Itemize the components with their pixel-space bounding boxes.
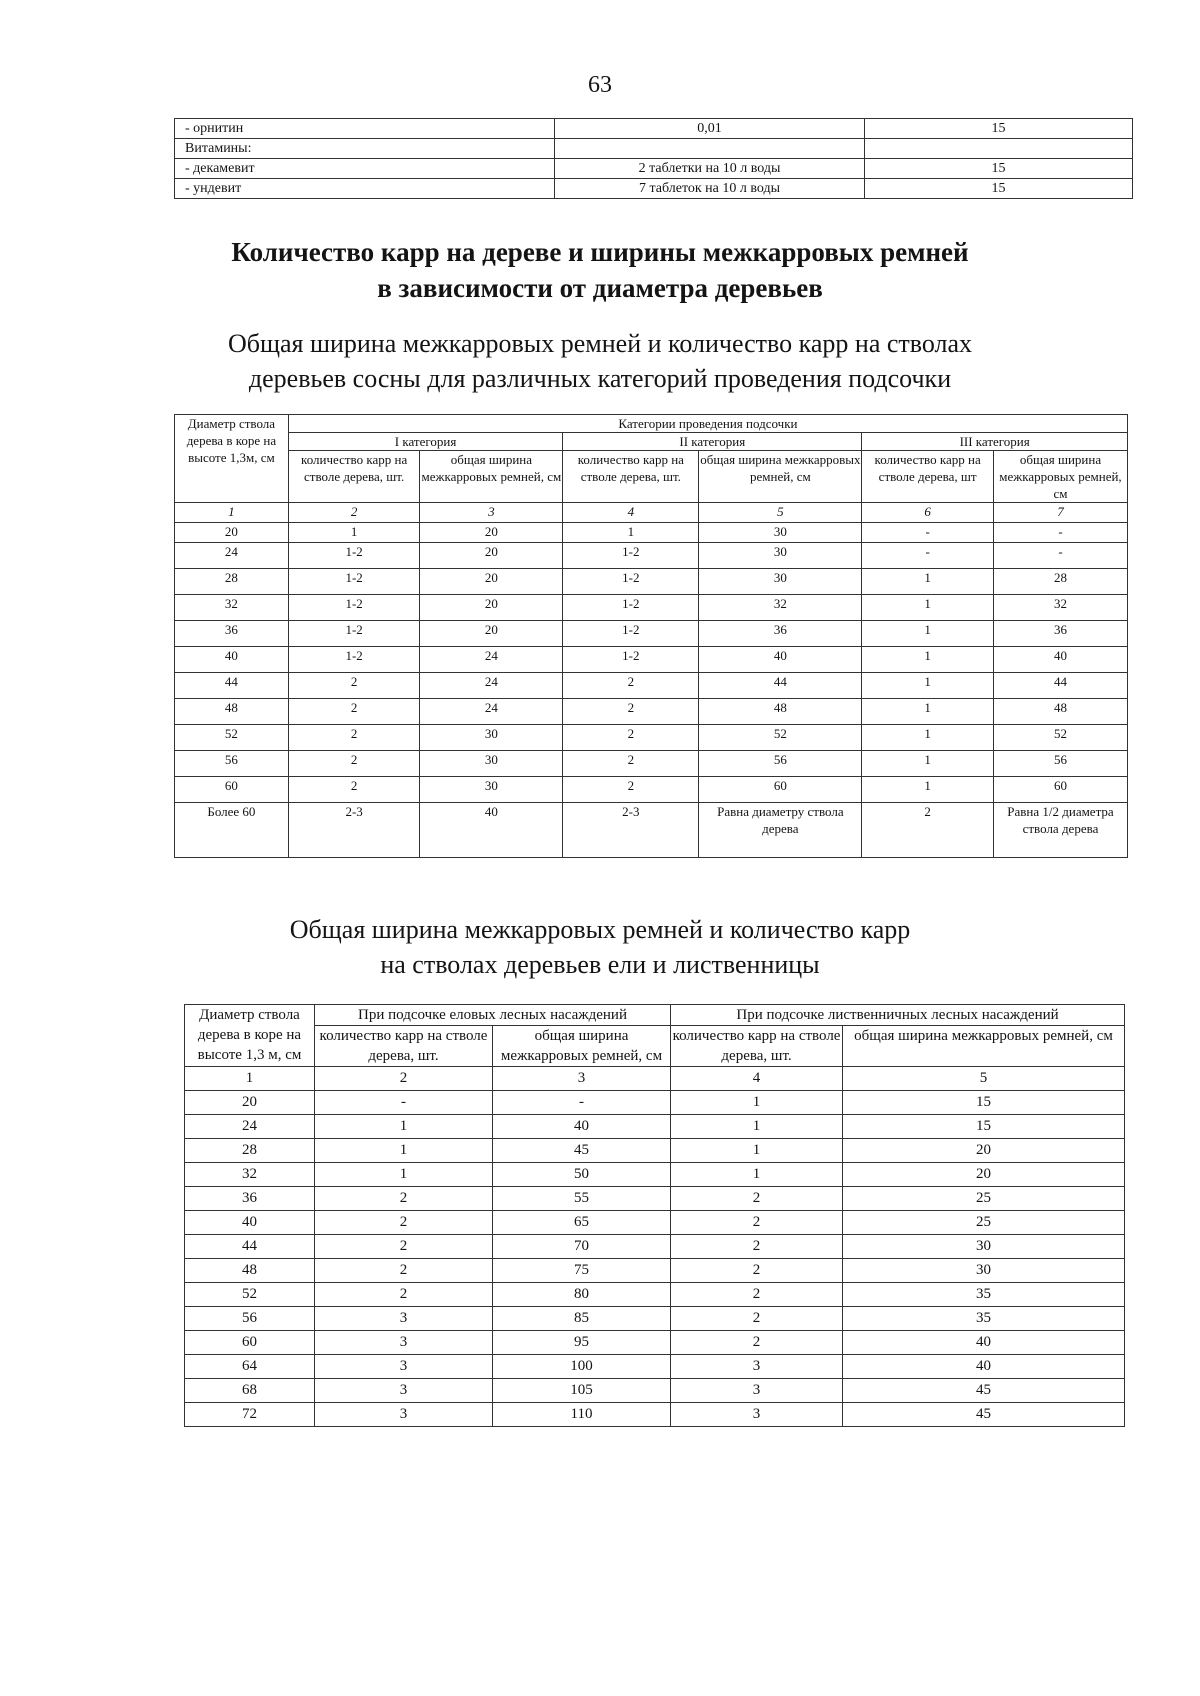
pine-subheader: количество карр на стволе дерева, шт. [563, 451, 699, 503]
spruce-colnum-cell: 4 [671, 1067, 843, 1091]
pine-cell: 1-2 [288, 543, 420, 569]
pine-cell: 40 [993, 647, 1127, 673]
pine-header-diameter: Диаметр ствола дерева в коре на высоте 1,3м, см [175, 415, 289, 503]
pine-cell: 2 [288, 751, 420, 777]
pine-cell: - [862, 543, 994, 569]
pine-cell: 1 [862, 751, 994, 777]
pine-cell: 60 [699, 777, 862, 803]
pine-header-categories: Категории проведения подсочки [288, 415, 1127, 433]
spruce-larch-table-title [0, 912, 1200, 982]
pine-cell: 28 [993, 569, 1127, 595]
spruce-cell: 80 [493, 1283, 671, 1307]
spruce-cell: 40 [843, 1355, 1125, 1379]
pine-cell: Равна диаметру ствола дерева [699, 803, 862, 858]
pine-cell: 20 [420, 523, 563, 543]
spruce-subheader: общая ширина межкарровых ремней, см [493, 1026, 671, 1067]
pine-cell: 1-2 [288, 647, 420, 673]
pine-cell: 1 [563, 523, 699, 543]
spruce-cell: 2 [671, 1259, 843, 1283]
pine-cell: 52 [699, 725, 862, 751]
table-row [185, 1403, 1125, 1427]
pine-cell: 48 [993, 699, 1127, 725]
supplement-cell: 15 [865, 119, 1133, 139]
spruce-cell: 30 [843, 1235, 1125, 1259]
pine-header-cat1: I категория [288, 433, 562, 451]
spruce-header-spruce: При подсочке еловых лесных насаждений [315, 1005, 671, 1026]
pine-cell: 2 [288, 699, 420, 725]
spruce-cell: 3 [315, 1355, 493, 1379]
table-row [185, 1355, 1125, 1379]
spruce-cell: 45 [843, 1403, 1125, 1427]
spruce-cell: 2 [315, 1187, 493, 1211]
table-row [185, 1115, 1125, 1139]
pine-cell: 2 [563, 777, 699, 803]
table-row [175, 751, 1128, 777]
spruce-cell: 15 [843, 1115, 1125, 1139]
spruce-cell: 45 [843, 1379, 1125, 1403]
pine-cell: 1-2 [563, 621, 699, 647]
pine-cell: 24 [420, 647, 563, 673]
pine-cell: 20 [420, 621, 563, 647]
spruce-cell: 30 [843, 1259, 1125, 1283]
spruce-subheader: количество карр на стволе дерева, шт. [315, 1026, 493, 1067]
main-title-line-2: в зависимости от диаметра деревьев [377, 273, 823, 303]
spruce-cell: - [493, 1091, 671, 1115]
pine-cell: 1-2 [563, 543, 699, 569]
spruce-cell: 55 [493, 1187, 671, 1211]
pine-cell: 30 [699, 523, 862, 543]
pine-subheader: общая ширина межкарровых ремней, см [699, 451, 862, 503]
pine-cell: 52 [993, 725, 1127, 751]
table-row [185, 1331, 1125, 1355]
pine-colnum-cell: 6 [862, 503, 994, 523]
pine-cell: 1 [862, 699, 994, 725]
pine-header-cat3: III категория [862, 433, 1128, 451]
pine-cell: 36 [175, 621, 289, 647]
pine-cell: 1 [288, 523, 420, 543]
spruce-cell: 3 [315, 1307, 493, 1331]
pine-cell: Равна 1/2 диаметра ствола дерева [993, 803, 1127, 858]
table-row [175, 699, 1128, 725]
pine-cell: 1-2 [288, 621, 420, 647]
pine-colnum-cell: 5 [699, 503, 862, 523]
spruce-cell: 1 [315, 1163, 493, 1187]
spruce-header-diameter: Диаметр ствола дерева в коре на высоте 1,3 м, см [185, 1005, 315, 1067]
supplement-cell: 15 [865, 159, 1133, 179]
spruce-cell: 50 [493, 1163, 671, 1187]
pine-title-line-1: Общая ширина межкарровых ремней и количество карр на стволах [227, 329, 973, 358]
supplement-cell [555, 139, 865, 159]
spruce-cell: 35 [843, 1307, 1125, 1331]
spruce-cell: 1 [671, 1091, 843, 1115]
pine-cell: 1 [862, 569, 994, 595]
pine-cell: 24 [420, 673, 563, 699]
spruce-colnum-cell: 5 [843, 1067, 1125, 1091]
spruce-cell: 70 [493, 1235, 671, 1259]
table-row [185, 1139, 1125, 1163]
table-row [175, 523, 1128, 543]
pine-cell: 1 [862, 673, 994, 699]
pine-cell: 2 [288, 777, 420, 803]
spruce-cell: 40 [185, 1211, 315, 1235]
pine-subheader: общая ширина межкарровых ремней, см [993, 451, 1127, 503]
table-row [175, 647, 1128, 673]
supplement-cell: Витамины: [175, 139, 555, 159]
spruce-cell: 72 [185, 1403, 315, 1427]
pine-subheader: количество карр на стволе дерева, шт. [288, 451, 420, 503]
table-row [175, 159, 1133, 179]
spruce-cell: 2 [671, 1283, 843, 1307]
spruce-cell: 48 [185, 1259, 315, 1283]
pine-cell: 60 [993, 777, 1127, 803]
pine-cell: 32 [699, 595, 862, 621]
spruce-cell: 2 [315, 1259, 493, 1283]
table-row [175, 803, 1128, 858]
pine-table-title [0, 326, 1200, 396]
pine-cell: - [993, 543, 1127, 569]
supplement-cell: 15 [865, 179, 1133, 199]
spruce-cell: 36 [185, 1187, 315, 1211]
pine-cell: 1 [862, 595, 994, 621]
pine-cell: 56 [175, 751, 289, 777]
pine-cell: 30 [699, 543, 862, 569]
spruce-cell: 28 [185, 1139, 315, 1163]
table-row [185, 1379, 1125, 1403]
pine-cell: 32 [993, 595, 1127, 621]
table-row [175, 595, 1128, 621]
table-row [185, 1091, 1125, 1115]
spruce-cell: 100 [493, 1355, 671, 1379]
table-row [185, 1307, 1125, 1331]
pine-cell: 30 [420, 777, 563, 803]
spruce-cell: - [315, 1091, 493, 1115]
spruce-cell: 3 [671, 1379, 843, 1403]
pine-cell: 24 [175, 543, 289, 569]
spruce-header-larch: При подсочке лиственничных лесных насаждений [671, 1005, 1125, 1026]
table-row [175, 543, 1128, 569]
pine-cell: 44 [993, 673, 1127, 699]
pine-cell: 30 [699, 569, 862, 595]
spruce-cell: 2 [671, 1331, 843, 1355]
spruce-cell: 1 [671, 1139, 843, 1163]
pine-cell: 20 [175, 523, 289, 543]
supplement-cell: 7 таблеток на 10 л воды [555, 179, 865, 199]
pine-cell: 1-2 [563, 569, 699, 595]
spruce-cell: 45 [493, 1139, 671, 1163]
spruce-colnum-cell: 2 [315, 1067, 493, 1091]
pine-table [174, 414, 1128, 858]
pine-cell: - [993, 523, 1127, 543]
pine-cell: 36 [993, 621, 1127, 647]
spruce-cell: 2 [315, 1283, 493, 1307]
pine-cell: 1 [862, 621, 994, 647]
pine-cell: 20 [420, 595, 563, 621]
spruce-cell: 65 [493, 1211, 671, 1235]
pine-subheader: общая ширина межкарровых ремней, см [420, 451, 563, 503]
pine-cell: 2-3 [563, 803, 699, 858]
pine-cell: 2 [563, 725, 699, 751]
main-title-line-1: Количество карр на дереве и ширины межкарровых ремней [231, 237, 969, 267]
table-row [175, 621, 1128, 647]
pine-cell: 1-2 [563, 595, 699, 621]
pine-cell: 2 [288, 725, 420, 751]
pine-cell: 1 [862, 725, 994, 751]
table-row [185, 1211, 1125, 1235]
pine-cell: 48 [699, 699, 862, 725]
pine-cell: 44 [699, 673, 862, 699]
spruce-cell: 110 [493, 1403, 671, 1427]
spruce-cell: 1 [315, 1115, 493, 1139]
pine-cell: 44 [175, 673, 289, 699]
table-row [185, 1163, 1125, 1187]
pine-cell: 40 [699, 647, 862, 673]
pine-cell: 1-2 [288, 595, 420, 621]
pine-cell: 30 [420, 725, 563, 751]
table-row [185, 1283, 1125, 1307]
spruce-colnum-cell: 3 [493, 1067, 671, 1091]
pine-colnum-cell: 4 [563, 503, 699, 523]
spruce-cell: 56 [185, 1307, 315, 1331]
table-row [175, 725, 1128, 751]
column-number-row [175, 503, 1128, 523]
pine-cell: 2-3 [288, 803, 420, 858]
pine-cell: - [862, 523, 994, 543]
spruce-cell: 1 [671, 1115, 843, 1139]
column-number-row [185, 1067, 1125, 1091]
table-row [175, 673, 1128, 699]
spruce-cell: 2 [671, 1307, 843, 1331]
spruce-cell: 44 [185, 1235, 315, 1259]
spruce-cell: 25 [843, 1187, 1125, 1211]
pine-cell: 40 [420, 803, 563, 858]
spruce-cell: 32 [185, 1163, 315, 1187]
pine-cell: 2 [288, 673, 420, 699]
main-title [0, 234, 1200, 306]
table-row [175, 569, 1128, 595]
pine-cell: 24 [420, 699, 563, 725]
spruce-cell: 68 [185, 1379, 315, 1403]
spruce-cell: 75 [493, 1259, 671, 1283]
spruce-cell: 20 [185, 1091, 315, 1115]
table-row [175, 777, 1128, 803]
pine-cell: 56 [699, 751, 862, 777]
spruce-cell: 3 [315, 1331, 493, 1355]
pine-cell: 30 [420, 751, 563, 777]
table-row [175, 179, 1133, 199]
supplement-cell: - декамевит [175, 159, 555, 179]
table-row [185, 1235, 1125, 1259]
spruce-cell: 1 [671, 1163, 843, 1187]
spruce-cell: 2 [315, 1235, 493, 1259]
pine-colnum-cell: 7 [993, 503, 1127, 523]
spruce-cell: 3 [671, 1403, 843, 1427]
supplements-table [174, 118, 1133, 199]
pine-cell: 32 [175, 595, 289, 621]
pine-colnum-cell: 3 [420, 503, 563, 523]
supplement-cell: 0,01 [555, 119, 865, 139]
spruce-cell: 20 [843, 1139, 1125, 1163]
spruce-subheader: количество карр на стволе дерева, шт. [671, 1026, 843, 1067]
pine-cell: 36 [699, 621, 862, 647]
pine-cell: 1 [862, 647, 994, 673]
spruce-cell: 3 [315, 1379, 493, 1403]
spruce-cell: 52 [185, 1283, 315, 1307]
spruce-cell: 2 [671, 1235, 843, 1259]
table-row [175, 119, 1133, 139]
supplement-cell: - ундевит [175, 179, 555, 199]
pine-cell: 2 [563, 699, 699, 725]
spruce-title-line-1: Общая ширина межкарровых ремней и количество карр [289, 915, 911, 944]
spruce-subheader: общая ширина межкарровых ремней, см [843, 1026, 1125, 1067]
pine-cell: 1-2 [563, 647, 699, 673]
page-number: 63 [588, 72, 612, 98]
table-row [175, 139, 1133, 159]
pine-cell: 2 [862, 803, 994, 858]
pine-subheader: количество карр на стволе дерева, шт [862, 451, 994, 503]
spruce-cell: 64 [185, 1355, 315, 1379]
spruce-cell: 2 [671, 1211, 843, 1235]
pine-cell: 20 [420, 543, 563, 569]
pine-cell: 2 [563, 751, 699, 777]
pine-colnum-cell: 2 [288, 503, 420, 523]
pine-cell: 1-2 [288, 569, 420, 595]
spruce-cell: 85 [493, 1307, 671, 1331]
pine-title-line-2: деревьев сосны для различных категорий проведения подсочки [248, 364, 952, 393]
spruce-cell: 2 [315, 1211, 493, 1235]
table-row [185, 1187, 1125, 1211]
spruce-cell: 3 [671, 1355, 843, 1379]
spruce-cell: 24 [185, 1115, 315, 1139]
spruce-larch-table [184, 1004, 1125, 1427]
spruce-cell: 105 [493, 1379, 671, 1403]
pine-header-cat2: II категория [563, 433, 862, 451]
pine-cell: 1 [862, 777, 994, 803]
spruce-cell: 95 [493, 1331, 671, 1355]
pine-cell: 52 [175, 725, 289, 751]
pine-cell: 60 [175, 777, 289, 803]
pine-cell: 56 [993, 751, 1127, 777]
spruce-cell: 1 [315, 1139, 493, 1163]
supplement-cell: 2 таблетки на 10 л воды [555, 159, 865, 179]
spruce-cell: 3 [315, 1403, 493, 1427]
spruce-title-line-2: на стволах деревьев ели и лиственницы [380, 950, 820, 979]
spruce-cell: 20 [843, 1163, 1125, 1187]
pine-cell: 28 [175, 569, 289, 595]
spruce-cell: 40 [493, 1115, 671, 1139]
pine-colnum-cell: 1 [175, 503, 289, 523]
pine-cell: 48 [175, 699, 289, 725]
spruce-cell: 35 [843, 1283, 1125, 1307]
spruce-cell: 2 [671, 1187, 843, 1211]
spruce-cell: 40 [843, 1331, 1125, 1355]
spruce-cell: 15 [843, 1091, 1125, 1115]
pine-cell: Более 60 [175, 803, 289, 858]
spruce-colnum-cell: 1 [185, 1067, 315, 1091]
spruce-cell: 60 [185, 1331, 315, 1355]
table-row [185, 1259, 1125, 1283]
supplement-cell: - орнитин [175, 119, 555, 139]
supplement-cell [865, 139, 1133, 159]
spruce-cell: 25 [843, 1211, 1125, 1235]
pine-cell: 40 [175, 647, 289, 673]
pine-cell: 20 [420, 569, 563, 595]
pine-cell: 2 [563, 673, 699, 699]
